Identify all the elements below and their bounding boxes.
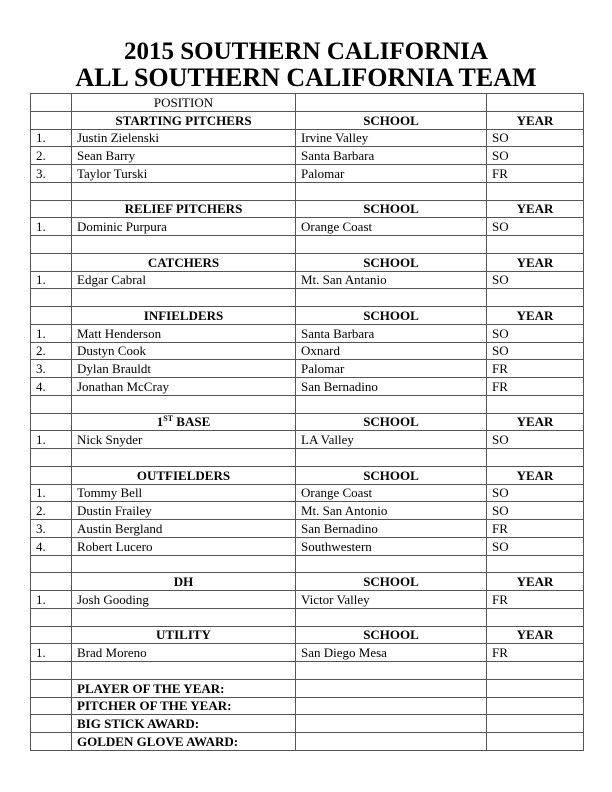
- award-winner-cell: [296, 733, 487, 751]
- empty-cell: [31, 608, 72, 626]
- section-title: RELIEF PITCHERS: [72, 200, 296, 218]
- award-school-cell: [487, 697, 584, 715]
- player-rank: 2.: [31, 147, 72, 165]
- player-year: FR: [487, 520, 584, 538]
- player-row: [31, 218, 584, 236]
- player-school: Palomar: [296, 360, 487, 378]
- year-column-label: YEAR: [487, 413, 584, 431]
- player-rank: 1.: [31, 129, 72, 147]
- empty-cell: [487, 555, 584, 573]
- player-year: SO: [487, 218, 584, 236]
- player-year: SO: [487, 129, 584, 147]
- empty-cell: [31, 697, 72, 715]
- empty-cell: [296, 182, 487, 200]
- player-name: Matt Henderson: [72, 324, 296, 342]
- player-school: Orange Coast: [296, 218, 487, 236]
- empty-cell: [31, 307, 72, 325]
- player-school: Orange Coast: [296, 484, 487, 502]
- player-year: FR: [487, 165, 584, 183]
- section-title-text: BASE: [173, 414, 211, 430]
- player-year: FR: [487, 591, 584, 609]
- award-winner-cell: [296, 679, 487, 697]
- player-rank: 1.: [31, 271, 72, 289]
- empty-cell: [31, 733, 72, 751]
- player-name: Robert Lucero: [72, 537, 296, 555]
- empty-cell: [72, 395, 296, 413]
- award-label: PITCHER OF THE YEAR:: [72, 697, 296, 715]
- spacer-row: [31, 395, 584, 413]
- school-column-label: SCHOOL: [296, 111, 487, 129]
- school-column-label: SCHOOL: [296, 307, 487, 325]
- spacer-row: [31, 182, 584, 200]
- position-label: POSITION: [72, 94, 296, 112]
- empty-cell: [296, 662, 487, 680]
- empty-cell: [31, 182, 72, 200]
- spacer-row: [31, 236, 584, 254]
- player-rank: 4.: [31, 537, 72, 555]
- spacer-row: [31, 449, 584, 467]
- section-title: UTILITY: [72, 626, 296, 644]
- section-title: STARTING PITCHERS: [72, 111, 296, 129]
- empty-cell: [296, 608, 487, 626]
- award-label: PLAYER OF THE YEAR:: [72, 679, 296, 697]
- empty-cell: [31, 555, 72, 573]
- player-school: Santa Barbara: [296, 147, 487, 165]
- player-name: Dominic Purpura: [72, 218, 296, 236]
- award-row: [31, 715, 584, 733]
- school-column-label: SCHOOL: [296, 413, 487, 431]
- player-rank: 4.: [31, 378, 72, 396]
- award-winner-cell: [296, 715, 487, 733]
- player-year: SO: [487, 537, 584, 555]
- player-row: [31, 502, 584, 520]
- empty-cell: [487, 662, 584, 680]
- section-header-row: [31, 200, 584, 218]
- empty-cell: [31, 395, 72, 413]
- document-title-line1: 2015 SOUTHERN CALIFORNIA: [124, 38, 488, 65]
- year-column-label: YEAR: [487, 111, 584, 129]
- player-year: SO: [487, 342, 584, 360]
- player-year: FR: [487, 360, 584, 378]
- spacer-row: [31, 662, 584, 680]
- player-row: [31, 360, 584, 378]
- award-row: [31, 733, 584, 751]
- award-school-cell: [487, 679, 584, 697]
- player-name: Justin Zielenski: [72, 129, 296, 147]
- player-name: Dustin Frailey: [72, 502, 296, 520]
- player-row: [31, 147, 584, 165]
- section-header-row: [31, 413, 584, 431]
- player-rank: 1.: [31, 218, 72, 236]
- award-row: [31, 697, 584, 715]
- year-column-label: YEAR: [487, 200, 584, 218]
- empty-cell: [31, 200, 72, 218]
- player-school: Oxnard: [296, 342, 487, 360]
- year-column-label: YEAR: [487, 253, 584, 271]
- player-year: SO: [487, 502, 584, 520]
- player-name: Edgar Cabral: [72, 271, 296, 289]
- player-rank: 1.: [31, 591, 72, 609]
- player-school: LA Valley: [296, 431, 487, 449]
- empty-cell: [72, 289, 296, 307]
- year-column-label: YEAR: [487, 573, 584, 591]
- year-column-label: YEAR: [487, 466, 584, 484]
- player-name: Tommy Bell: [72, 484, 296, 502]
- player-name: Josh Gooding: [72, 591, 296, 609]
- player-rank: 1.: [31, 431, 72, 449]
- player-year: SO: [487, 271, 584, 289]
- award-label: GOLDEN GLOVE AWARD:: [72, 733, 296, 751]
- empty-cell: [31, 253, 72, 271]
- award-label: BIG STICK AWARD:: [72, 715, 296, 733]
- player-school: Palomar: [296, 165, 487, 183]
- section-title: OUTFIELDERS: [72, 466, 296, 484]
- empty-cell: [487, 608, 584, 626]
- empty-cell: [487, 236, 584, 254]
- school-column-label: SCHOOL: [296, 466, 487, 484]
- empty-cell: [487, 395, 584, 413]
- player-school: Mt. San Antonio: [296, 502, 487, 520]
- player-year: SO: [487, 324, 584, 342]
- player-rank: 3.: [31, 165, 72, 183]
- player-name: Dustyn Cook: [72, 342, 296, 360]
- section-title-number: 1: [156, 414, 164, 430]
- spacer-row: [31, 289, 584, 307]
- player-row: [31, 591, 584, 609]
- player-school: Irvine Valley: [296, 129, 487, 147]
- player-rank: 3.: [31, 360, 72, 378]
- section-header-row: [31, 253, 584, 271]
- player-rank: 2.: [31, 502, 72, 520]
- section-title: CATCHERS: [72, 253, 296, 271]
- empty-cell: [296, 289, 487, 307]
- player-name: Dylan Brauldt: [72, 360, 296, 378]
- empty-cell: [72, 555, 296, 573]
- player-school: Mt. San Antanio: [296, 271, 487, 289]
- player-rank: 1.: [31, 484, 72, 502]
- empty-cell: [31, 94, 72, 112]
- player-name: Jonathan McCray: [72, 378, 296, 396]
- award-winner-cell: [296, 697, 487, 715]
- player-year: SO: [487, 431, 584, 449]
- empty-cell: [31, 289, 72, 307]
- empty-cell: [487, 94, 584, 112]
- player-year: FR: [487, 644, 584, 662]
- spacer-row: [31, 608, 584, 626]
- player-school: Southwestern: [296, 537, 487, 555]
- player-rank: 1.: [31, 644, 72, 662]
- player-row: [31, 129, 584, 147]
- empty-cell: [296, 236, 487, 254]
- empty-cell: [296, 94, 487, 112]
- section-header-row: [31, 573, 584, 591]
- position-header-row: [31, 94, 584, 112]
- section-title: INFIELDERS: [72, 307, 296, 325]
- school-column-label: SCHOOL: [296, 200, 487, 218]
- player-rank: 3.: [31, 520, 72, 538]
- empty-cell: [31, 111, 72, 129]
- player-school: San Diego Mesa: [296, 644, 487, 662]
- player-row: [31, 165, 584, 183]
- section-header-row: [31, 111, 584, 129]
- player-school: Victor Valley: [296, 591, 487, 609]
- empty-cell: [31, 662, 72, 680]
- section-header-row: [31, 307, 584, 325]
- section-title-ordinal: ST: [163, 414, 174, 424]
- empty-cell: [296, 395, 487, 413]
- player-row: [31, 644, 584, 662]
- spacer-row: [31, 555, 584, 573]
- section-header-row: [31, 626, 584, 644]
- award-school-cell: [487, 733, 584, 751]
- player-school: San Bernadino: [296, 378, 487, 396]
- player-school: San Bernadino: [296, 520, 487, 538]
- empty-cell: [72, 608, 296, 626]
- empty-cell: [72, 182, 296, 200]
- player-row: [31, 271, 584, 289]
- empty-cell: [487, 182, 584, 200]
- player-name: Brad Moreno: [72, 644, 296, 662]
- player-row: [31, 342, 584, 360]
- player-school: Santa Barbara: [296, 324, 487, 342]
- section-title: DH: [72, 573, 296, 591]
- player-year: FR: [487, 378, 584, 396]
- all-team-table: [30, 93, 584, 751]
- empty-cell: [31, 715, 72, 733]
- empty-cell: [487, 289, 584, 307]
- player-year: SO: [487, 147, 584, 165]
- player-row: [31, 378, 584, 396]
- player-row: [31, 484, 584, 502]
- empty-cell: [487, 449, 584, 467]
- empty-cell: [31, 679, 72, 697]
- empty-cell: [31, 466, 72, 484]
- school-column-label: SCHOOL: [296, 573, 487, 591]
- player-name: Nick Snyder: [72, 431, 296, 449]
- section-header-row: [31, 466, 584, 484]
- player-name: Austin Bergland: [72, 520, 296, 538]
- document-title-line2: ALL SOUTHERN CALIFORNIA TEAM: [75, 63, 537, 92]
- empty-cell: [31, 236, 72, 254]
- empty-cell: [296, 555, 487, 573]
- year-column-label: YEAR: [487, 626, 584, 644]
- empty-cell: [31, 626, 72, 644]
- player-row: [31, 324, 584, 342]
- award-row: [31, 679, 584, 697]
- school-column-label: SCHOOL: [296, 626, 487, 644]
- player-name: Taylor Turski: [72, 165, 296, 183]
- player-row: [31, 520, 584, 538]
- section-title: [72, 413, 296, 431]
- empty-cell: [72, 449, 296, 467]
- empty-cell: [72, 236, 296, 254]
- award-school-cell: [487, 715, 584, 733]
- empty-cell: [296, 449, 487, 467]
- empty-cell: [31, 413, 72, 431]
- player-year: SO: [487, 484, 584, 502]
- player-row: [31, 537, 584, 555]
- empty-cell: [31, 449, 72, 467]
- player-name: Sean Barry: [72, 147, 296, 165]
- empty-cell: [72, 662, 296, 680]
- empty-cell: [31, 573, 72, 591]
- player-row: [31, 431, 584, 449]
- year-column-label: YEAR: [487, 307, 584, 325]
- school-column-label: SCHOOL: [296, 253, 487, 271]
- player-rank: 1.: [31, 324, 72, 342]
- player-rank: 2.: [31, 342, 72, 360]
